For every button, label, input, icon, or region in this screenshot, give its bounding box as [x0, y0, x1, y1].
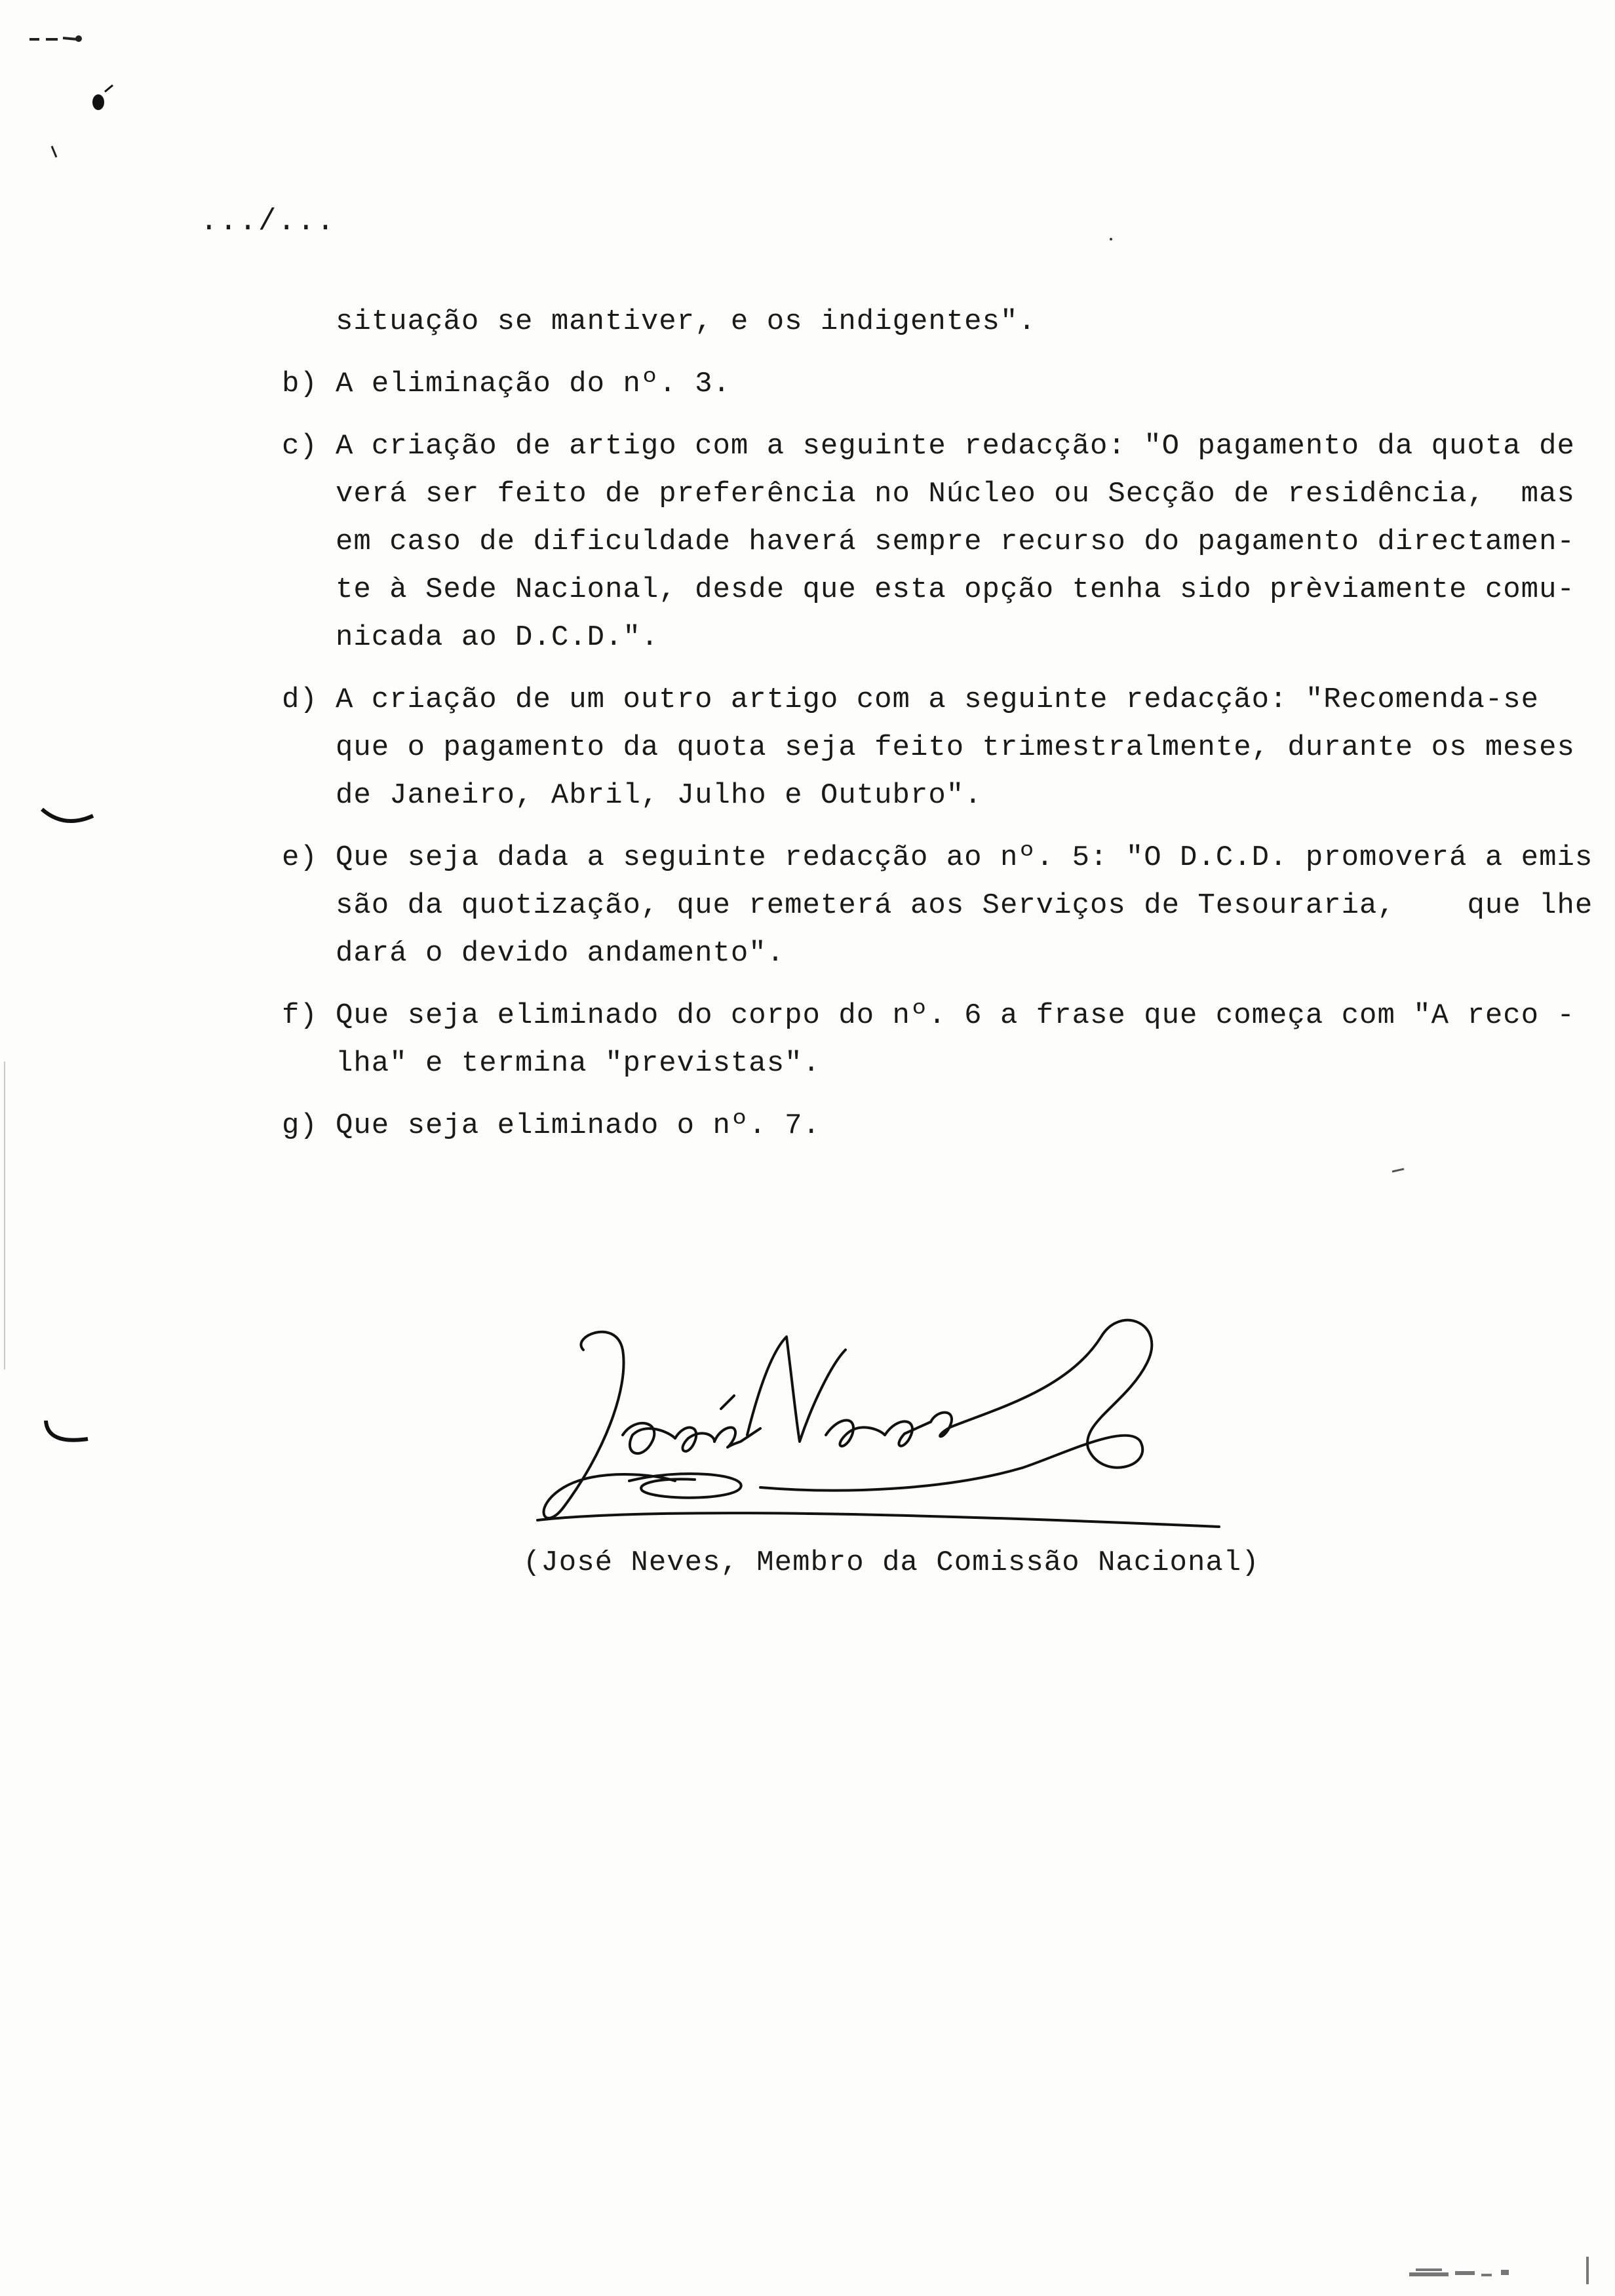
document-body: [282, 298, 1593, 1150]
item-line: A eliminação do nº. 3.: [336, 368, 731, 400]
scan-mark-tick: [49, 143, 62, 163]
signature-caption: (José Neves, Membro da Comissão Nacional): [523, 1546, 1260, 1579]
item-letter: e): [282, 841, 318, 874]
item-line: Que seja dada a seguinte redacção ao nº. 5: "O D.C.D. promoverá a emis: [336, 841, 1593, 874]
item-line: em caso de dificuldade haverá sempre recurso do pagamento directamen-: [336, 526, 1575, 558]
punch-hole-mark-lower: [41, 1415, 93, 1455]
margin-edge-line: [4, 1062, 5, 1369]
list-item-f: [282, 992, 1575, 1088]
item-line: A criação de artigo com a seguinte redacção: "O pagamento da quota de: [336, 430, 1575, 463]
list-item-c: [282, 423, 1575, 662]
list-item-e: [282, 834, 1593, 978]
item-line: te à Sede Nacional, desde que esta opção tenha sido prèviamente comu-: [336, 573, 1575, 606]
item-letter: d): [282, 683, 318, 716]
lead-line: situação se mantiver, e os indigentes".: [336, 305, 1036, 338]
scan-dash-right: [1390, 1166, 1409, 1174]
item-letter: b): [282, 368, 318, 400]
item-line: Que seja eliminado o nº. 7.: [336, 1109, 821, 1142]
item-line: Que seja eliminado do corpo do nº. 6 a frase que começa com "A reco -: [336, 999, 1575, 1032]
item-line: nicada ao D.C.D.".: [336, 621, 659, 654]
list-item-d: [282, 676, 1575, 820]
item-line: verá ser feito de preferência no Núcleo ou Secção de residência, mas: [336, 478, 1575, 510]
continuation-mark: .../...: [200, 204, 336, 239]
scan-dot-right: [1108, 236, 1114, 242]
item-letter: g): [282, 1109, 318, 1142]
item-line: de Janeiro, Abril, Julho e Outubro".: [336, 779, 983, 812]
list-item-b: [282, 360, 1566, 408]
item-line: dará o devido andamento".: [336, 937, 785, 970]
item-line: que o pagamento da quota seja feito trimestralmente, durante os meses: [336, 731, 1575, 764]
item-letter: c): [282, 430, 318, 463]
item-line: são da quotização, que remeterá aos Serviços de Tesouraria, que lhe: [336, 889, 1593, 922]
scan-mark-top: [26, 26, 85, 52]
item-letter: f): [282, 999, 318, 1032]
item-line: A criação de um outro artigo com a seguinte redacção: "Recomenda-se: [336, 683, 1540, 716]
item-line: lha" e termina "previstas".: [336, 1047, 821, 1080]
list-item-g: [282, 1102, 1566, 1150]
handwritten-signature: [524, 1311, 1311, 1546]
punch-hole-mark-upper: [38, 803, 97, 835]
scan-noise-bottom: [1403, 2254, 1599, 2287]
scan-mark-dot: [85, 79, 118, 118]
